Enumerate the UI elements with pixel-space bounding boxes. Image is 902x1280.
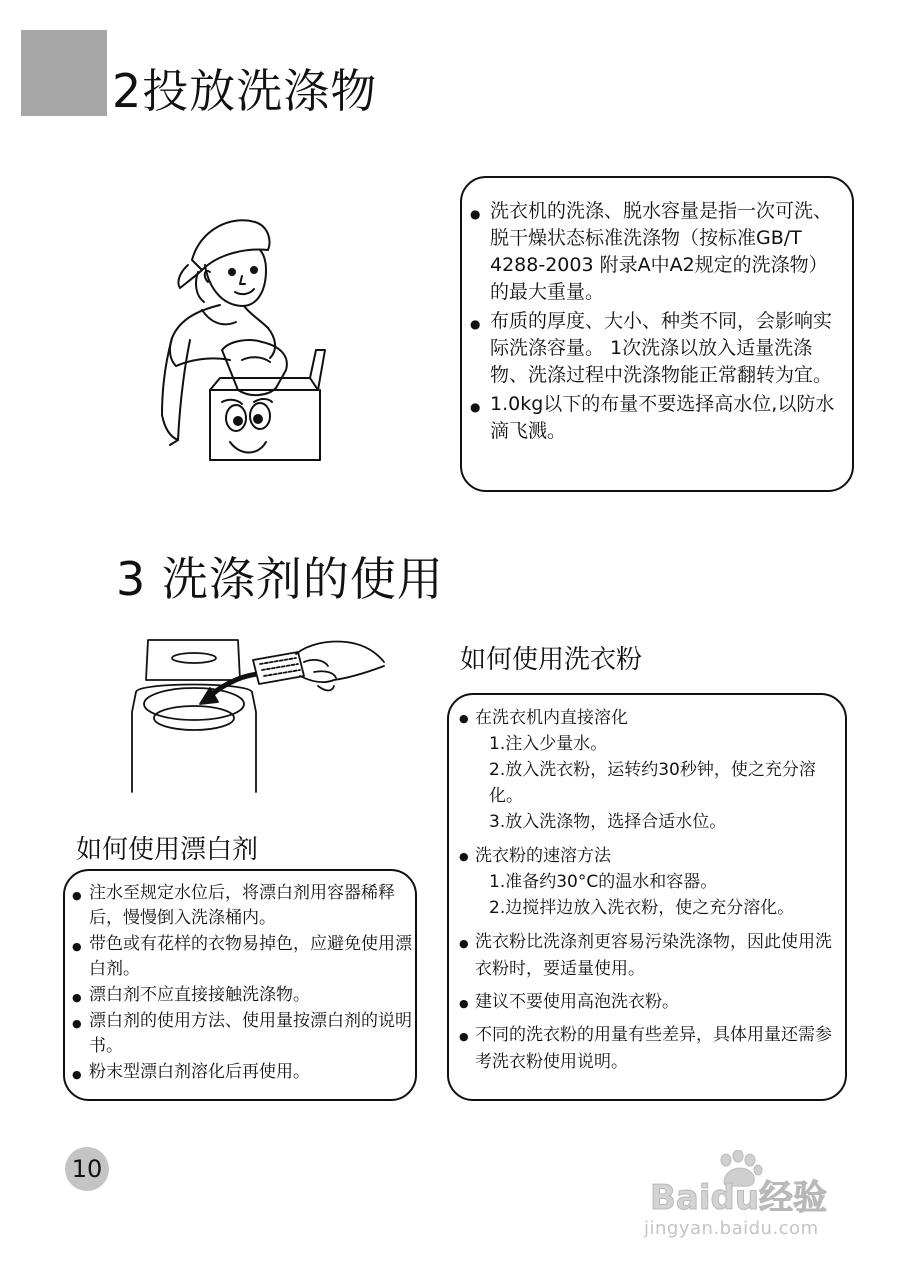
list-item: ● 不同的洗衣粉的用量有些差异，具体用量还需参考洗衣粉使用说明。 [475,1022,841,1076]
list-item: 1.注入少量水。 [489,734,608,754]
list-item: ● 洗衣粉比洗涤剂更容易污染洗涤物，因此使用洗衣粉时，要适量使用。 [475,929,841,983]
bleach-info-box [63,869,417,1101]
capacity-info-box [460,176,854,492]
powder-quick-group [475,843,841,921]
powder-quick-title: ● 洗衣粉的速溶方法 [475,843,841,869]
list-item: ● 漂白剂的使用方法、使用量按漂白剂的说明书。 [89,1009,415,1059]
capacity-info-list [490,198,838,447]
bleach-heading: 如何使用漂白剂 [76,835,259,865]
list-item: 1.准备约30°C的温水和容器。 [489,872,718,892]
powder-direct-title: ● 在洗衣机内直接溶化 [475,705,841,731]
page-number: 10 [65,1147,109,1191]
list-item: ● 1.0kg以下的布量不要选择高水位,以防水滴飞溅。 [490,391,838,445]
woman-loading-laundry-illustration [150,210,340,475]
list-item: ● 洗衣机的洗涤、脱水容量是指一次可洗、脱干燥状态标准洗涤物（按标准GB/T 4288-2003 附录A中A2规定的洗涤物）的最大重量。 [490,198,838,306]
powder-heading: 如何使用洗衣粉 [460,645,643,675]
list-item: ● 建议不要使用高泡洗衣粉。 [475,989,841,1016]
list-item: ● 粉末型漂白剂溶化后再使用。 [89,1060,415,1085]
powder-direct-group [475,705,841,835]
list-item: 3.放入洗涤物，选择合适水位。 [489,812,727,832]
watermark-url: jingyan.baidu.com [644,1218,819,1239]
list-item: ● 注水至规定水位后，将漂白剂用容器稀释后，慢慢倒入洗涤桶内。 [89,881,415,931]
list-item: ● 带色或有花样的衣物易掉色，应避免使用漂白剂。 [89,932,415,982]
list-item: ● 漂白剂不应直接接触洗涤物。 [89,983,415,1008]
section-2-title: 2投放洗涤物 [112,64,378,118]
list-item: 2.边搅拌边放入洗衣粉，使之充分溶化。 [489,898,795,918]
list-item: 2.放入洗衣粉，运转约30秒钟，使之充分溶化。 [489,760,816,806]
powder-info-box [447,693,847,1101]
watermark-brand: Baidu经验 [650,1178,828,1218]
section-3-title: 3 洗涤剂的使用 [116,552,444,606]
list-item: ● 布质的厚度、大小、种类不同，会影响实际洗涤容量。 1次洗涤以放入适量洗涤物、洗涤过程中洗涤物能正常翻转为宜。 [490,308,838,389]
bleach-info-list [89,881,415,1086]
section-marker-block [21,30,107,116]
pouring-detergent-illustration [128,632,390,794]
